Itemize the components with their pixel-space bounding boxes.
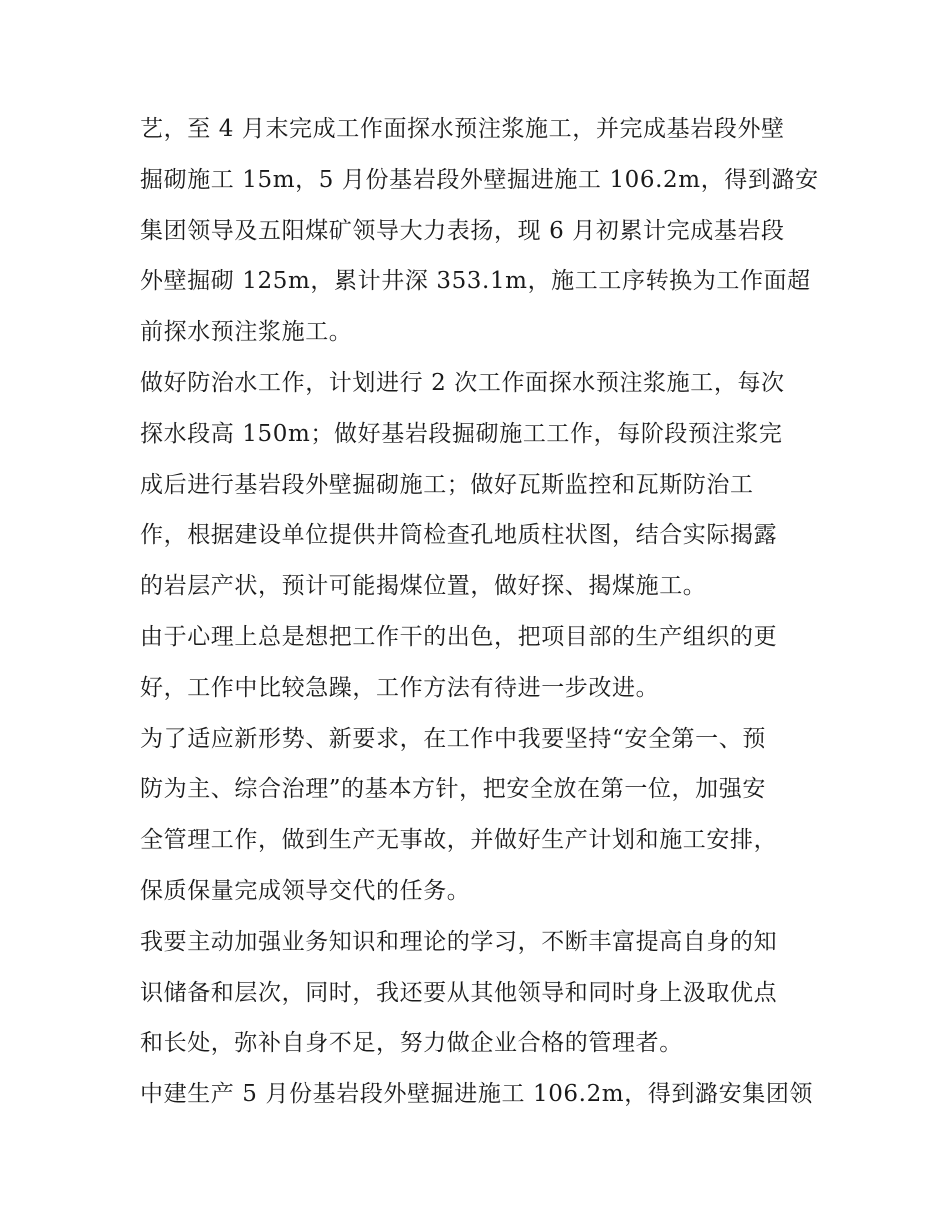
text-line: 防为主、综合治理”的基本方针，把安全放在第一位，加强安 bbox=[140, 776, 766, 803]
text-line: 识储备和层次，同时，我还要从其他领导和同时身上汲取优点 bbox=[140, 979, 778, 1006]
text-line: 好，工作中比较急躁，工作方法有待进一步改进。 bbox=[140, 674, 660, 701]
text-line: 探水段高 150m；做好基岩段掘砌施工工作，每阶段预注浆完 bbox=[140, 420, 783, 447]
document-body bbox=[140, 104, 820, 1120]
text-line: 为了适应新形势、新要求，在工作中我要坚持“安全第一、预 bbox=[140, 725, 766, 752]
text-line: 成后进行基岩段外壁掘砌施工；做好瓦斯监控和瓦斯防治工 bbox=[140, 471, 754, 498]
text-line: 全管理工作，做到生产无事故，并做好生产计划和施工安排， bbox=[140, 827, 778, 854]
text-line: 集团领导及五阳煤矿领导大力表扬，现 6 月初累计完成基岩段 bbox=[140, 217, 785, 244]
text-line: 掘砌施工 15m，5 月份基岩段外壁掘进施工 106.2m，得到潞安 bbox=[140, 166, 819, 193]
text-line: 我要主动加强业务知识和理论的学习，不断丰富提高自身的知 bbox=[140, 928, 778, 955]
paragraph-self-improvement bbox=[140, 917, 820, 1069]
text-line: 和长处，弥补自身不足，努力做企业合格的管理者。 bbox=[140, 1030, 683, 1057]
paragraph-progress-report bbox=[140, 104, 820, 358]
paragraph-water-control-plan bbox=[140, 358, 820, 612]
text-line: 中建生产 5 月份基岩段外壁掘进施工 106.2m，得到潞安集团领 bbox=[140, 1081, 814, 1108]
paragraph-safety-policy bbox=[140, 714, 820, 917]
paragraph-shortcomings bbox=[140, 612, 820, 714]
text-line: 艺，至 4 月末完成工作面探水预注浆施工，并完成基岩段外壁 bbox=[140, 116, 785, 142]
text-line: 由于心理上总是想把工作干的出色，把项目部的生产组织的更 bbox=[140, 623, 778, 650]
text-line: 的岩层产状，预计可能揭煤位置，做好探、揭煤施工。 bbox=[140, 573, 707, 600]
text-line: 外壁掘砌 125m，累计井深 353.1m，施工工序转换为工作面超 bbox=[140, 268, 811, 295]
text-line: 做好防治水工作，计划进行 2 次工作面探水预注浆施工，每次 bbox=[140, 369, 785, 396]
text-line: 前探水预注浆施工。 bbox=[140, 319, 353, 346]
text-line: 作，根据建设单位提供井筒检查孔地质柱状图，结合实际揭露 bbox=[140, 522, 778, 549]
text-line: 保质保量完成领导交代的任务。 bbox=[140, 877, 471, 904]
paragraph-production-summary bbox=[140, 1069, 820, 1120]
